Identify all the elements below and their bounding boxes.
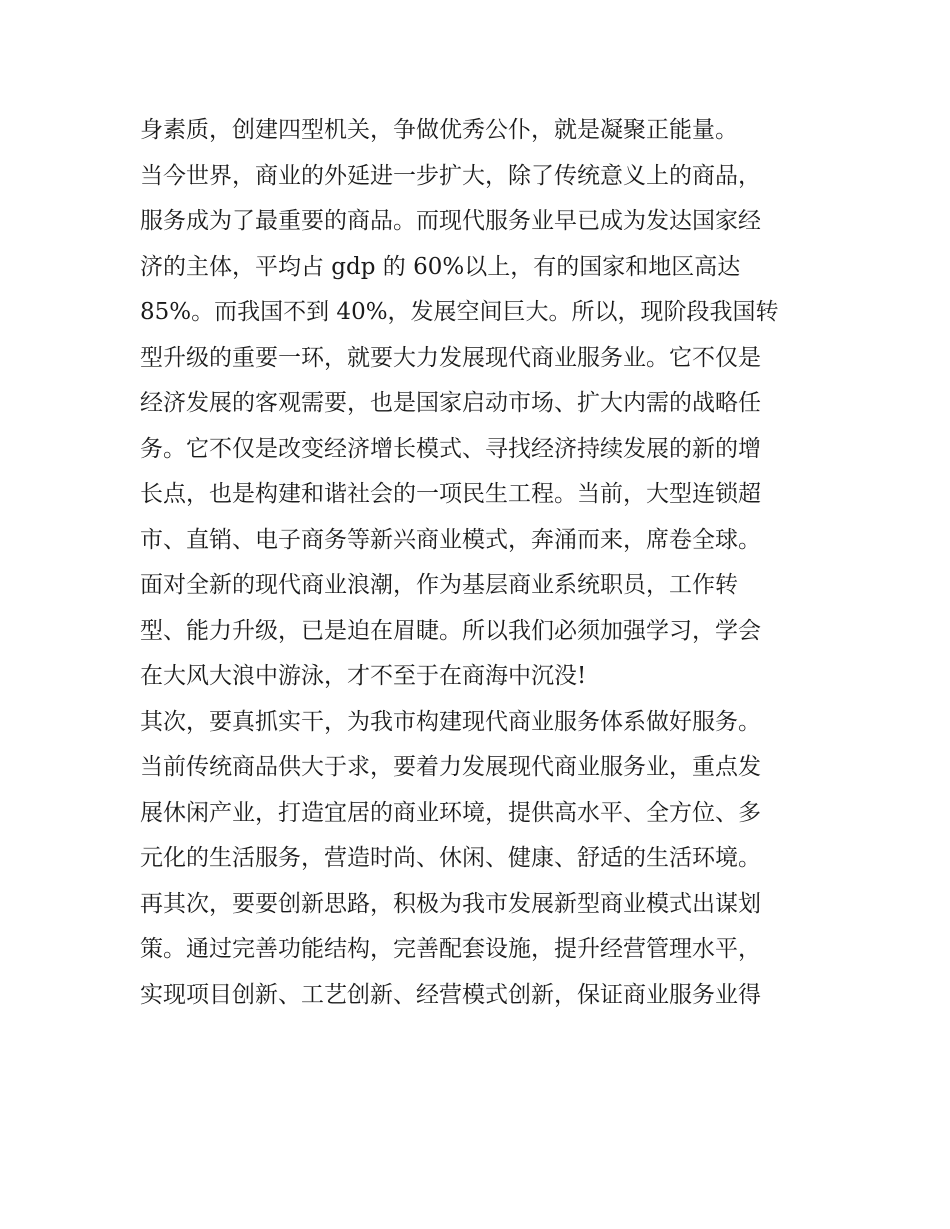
text-line: 市、直销、电子商务等新兴商业模式，奔涌而来，席卷全球。	[140, 526, 761, 553]
text-line: 在大风大浪中游泳，才不至于在商海中沉没!	[140, 663, 587, 689]
text-line: 经济发展的客观需要，也是国家启动市场、扩大内需的战略任	[140, 390, 761, 416]
text-line: 当前传统商品供大于求，要着力发展现代商业服务业，重点发	[140, 754, 761, 780]
text-line: 务。它不仅是改变经济增长模式、寻找经济持续发展的新的增	[140, 435, 761, 462]
text-line: 身素质，创建四型机关，争做优秀公仆，就是凝聚正能量。	[140, 117, 738, 143]
text-line: 元化的生活服务，营造时尚、休闲、健康、舒适的生活环境。	[140, 845, 761, 871]
text-line: 85%。而我国不到 40%，发展空间巨大。所以，现阶段我国转	[140, 299, 779, 325]
text-line: 再其次，要要创新思路，积极为我市发展新型商业模式出谋划	[140, 890, 761, 917]
text-line: 服务成为了最重要的商品。而现代服务业早已成为发达国家经	[140, 208, 761, 234]
text-line: 策。通过完善功能结构，完善配套设施，提升经营管理水平，	[140, 936, 761, 962]
text-line: 当今世界，商业的外延进一步扩大，除了传统意义上的商品，	[140, 162, 761, 189]
text-line: 展休闲产业，打造宜居的商业环境，提供高水平、全方位、多	[140, 799, 761, 826]
text-line: 其次，要真抓实干，为我市构建现代商业服务体系做好服务。	[140, 708, 761, 735]
text-line: 型、能力升级，已是迫在眉睫。所以我们必须加强学习，学会	[140, 617, 761, 644]
text-line: 型升级的重要一环，就要大力发展现代商业服务业。它不仅是	[140, 344, 761, 371]
document-body	[140, 108, 812, 1018]
text-line: 济的主体，平均占 gdp 的 60%以上，有的国家和地区高达	[140, 253, 741, 280]
text-line: 面对全新的现代商业浪潮，作为基层商业系统职员，工作转	[140, 572, 738, 598]
text-line: 长点，也是构建和谐社会的一项民生工程。当前，大型连锁超	[140, 481, 761, 507]
text-line: 实现项目创新、工艺创新、经营模式创新，保证商业服务业得	[140, 981, 761, 1008]
